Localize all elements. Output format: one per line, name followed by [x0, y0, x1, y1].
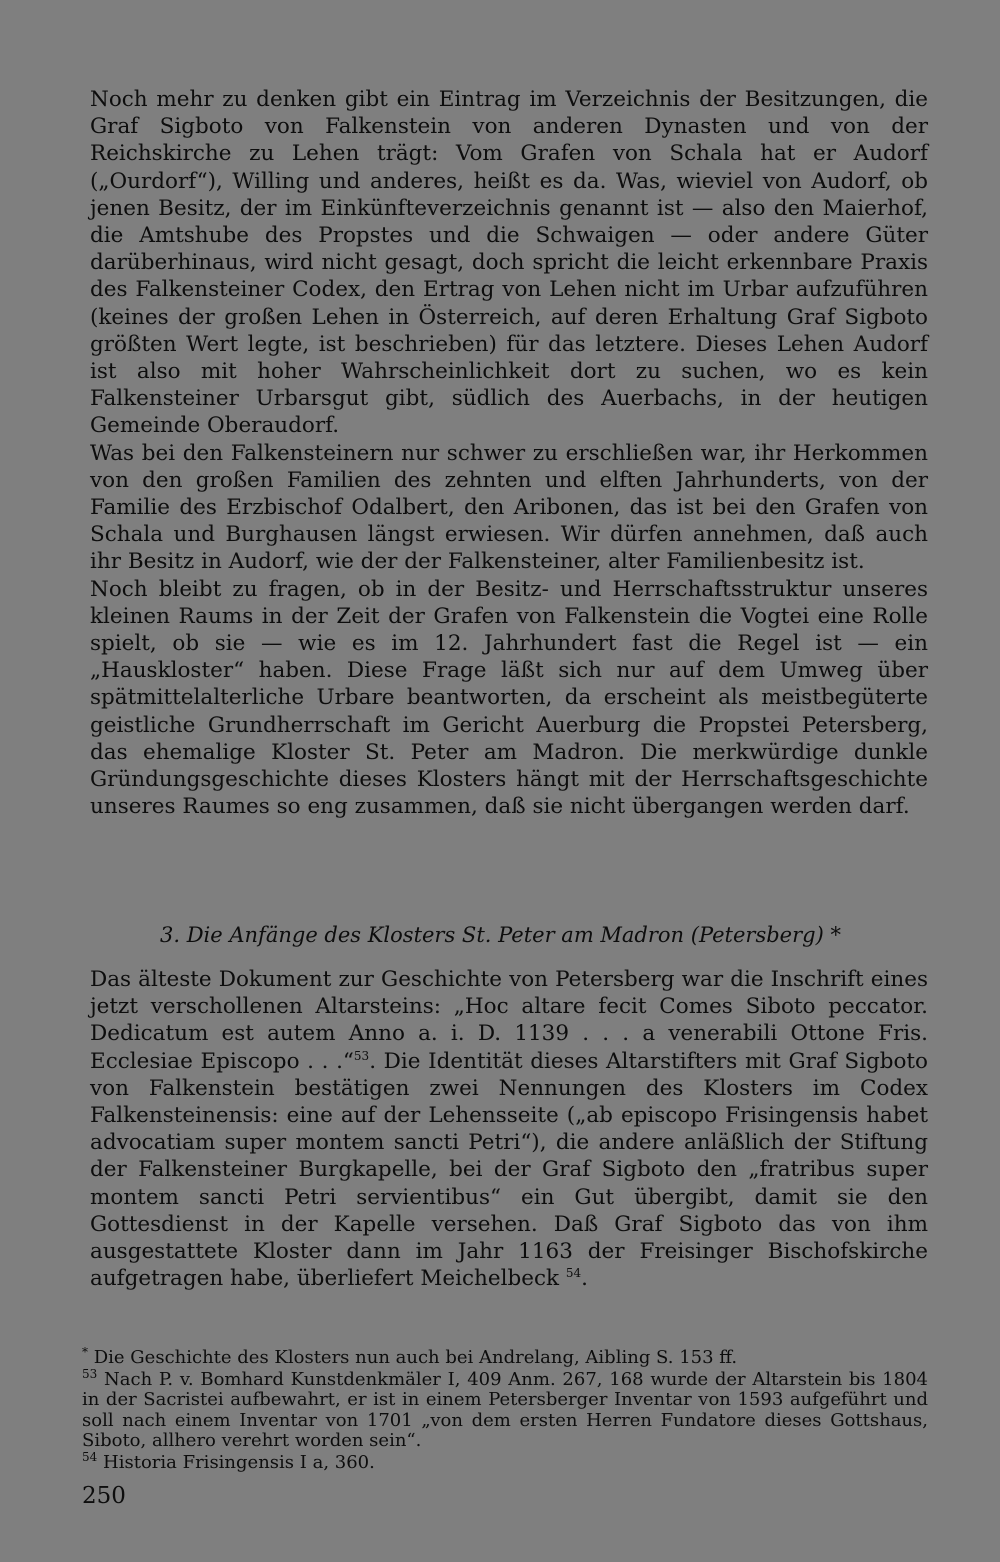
altar-text-end: . [581, 1266, 588, 1292]
altar-text-part1: Das älteste Dokument zur Geschichte von Petersberg war die Inschrift eines jetzt verschollenen Altarsteins: „Hoc altare fecit Comes Siboto peccator. Dedicatum est autem Anno a. i. D. 1139 . . . a venerabili Ottone Fris. Ecclesiae Episcopo . . .“ [90, 967, 928, 1074]
footnote-mark: * [82, 1345, 88, 1359]
page-number: 250 [82, 1483, 126, 1509]
footnote-text: Die Geschichte des Klosters nun auch bei Andrelang, Aibling S. 153 ff. [93, 1347, 738, 1368]
footnote-star [82, 1345, 928, 1369]
footnote-text: Historia Frisingensis I a, 360. [103, 1451, 375, 1473]
footnote-text: Nach P. v. Bomhard Kunstdenkmäler I, 409 Anm. 267, 168 wurde der Altarstein bis 1804 in der Sacristei aufbewahrt, er ist in einem Petersberger Inventar von 1593 aufgeführt und soll nach einem Inventar von 1701 „von dem ersten Herren Fundatore dieses Gottshaus, Siboto, allhero verehrt worden sein“. [82, 1368, 928, 1451]
footnotes [82, 1345, 928, 1474]
section-text [90, 966, 928, 1292]
footnote-mark: 53 [82, 1366, 98, 1381]
altar-text-part2: . Die Identität dieses Altarstifters mit Graf Sigboto von Falkenstein bestätigen zwei Nennungen des Klosters im Codex Falkensteinensis: eine auf der Lehensseite („ab episcopo Frisingensis habet advocatiam super montem sancti Petri“), die andere anläßlich der Stiftung der Falkensteiner Burgkapelle, bei der Graf Sigboto den „fratribus super montem sancti Petri servientibus“ ein Gut übergibt, damit sie den Gottesdienst in der Kapelle versehen. Daß Graf Sigboto das von ihm ausgestattete Kloster dann im Jahr 1163 der Freisinger Bischofskirche aufgetragen habe, überliefert Meichelbeck [90, 1048, 928, 1292]
paragraph-hauskloster-question: Noch bleibt zu fragen, ob in der Besitz- und Herrschaftsstruktur unseres kleinen Raums in der Zeit der Grafen von Falkenstein die Vogtei eine Rolle spielt, ob sie — wie es im 12. Jahrhundert fast die Regel ist — ein „Hauskloster“ haben. Diese Frage läßt sich nur auf dem Umweg über spätmittelalterliche Urbare beantworten, da erscheint als meistbegüterte geistliche Grundherrschaft im Gericht Auerburg die Propstei Petersberg, das ehemalige Kloster St. Peter am Madron. Die merkwürdige dunkle Gründungsgeschichte dieses Klosters hängt mit der Herrschaftsgeschichte unseres Raumes so eng zusammen, daß sie nicht übergangen werden darf. [90, 576, 928, 820]
paragraph-altar-stone [90, 966, 928, 1292]
paragraph-falkenstein-origins: Was bei den Falkensteinern nur schwer zu erschließen war, ihr Herkommen von den großen Familien des zehnten und elften Jahrhunderts, von der Familie des Erzbischof Odalbert, den Aribonen, das ist bei den Grafen von Schala und Burghausen längst erwiesen. Wir dürfen annehmen, daß auch ihr Besitz in Audorf, wie der der Falkensteiner, alter Familienbesitz ist. [90, 440, 928, 575]
body-text [90, 86, 928, 820]
footnote-53 [82, 1366, 928, 1452]
paragraph-audorf-fief: Noch mehr zu denken gibt ein Eintrag im Verzeichnis der Besitzungen, die Graf Sigboto von Falkenstein von anderen Dynasten und von der Reichskirche zu Lehen trägt: Vom Grafen von Schala hat er Audorf („Ourdorf“), Willing und anderes, heißt es da. Was, wieviel von Audorf, ob jenen Besitz, der im Einkünfteverzeichnis genannt ist — also den Maierhof, die Amtshube des Propstes und die Schwaigen — oder andere Güter darüberhinaus, wird nicht gesagt, doch spricht die leicht erkennbare Praxis des Falkensteiner Codex, den Ertrag von Lehen nicht im Urbar aufzuführen (keines der großen Lehen in Österreich, auf deren Erhaltung Graf Sigboto größten Wert legte, ist beschrieben) für das letztere. Dieses Lehen Audorf ist also mit hoher Wahrscheinlichkeit dort zu suchen, wo es kein Falkensteiner Urbarsgut gibt, südlich des Auerbachs, in der heutigen Gemeinde Oberaudorf. [90, 87, 928, 439]
footnote-54 [82, 1449, 928, 1474]
section-heading: 3. Die Anfänge des Klosters St. Peter am Madron (Petersberg) * [160, 923, 841, 947]
footnote-ref-53: 53 [353, 1048, 370, 1063]
footnote-mark: 54 [82, 1449, 98, 1464]
footnote-ref-54: 54 [565, 1266, 582, 1281]
